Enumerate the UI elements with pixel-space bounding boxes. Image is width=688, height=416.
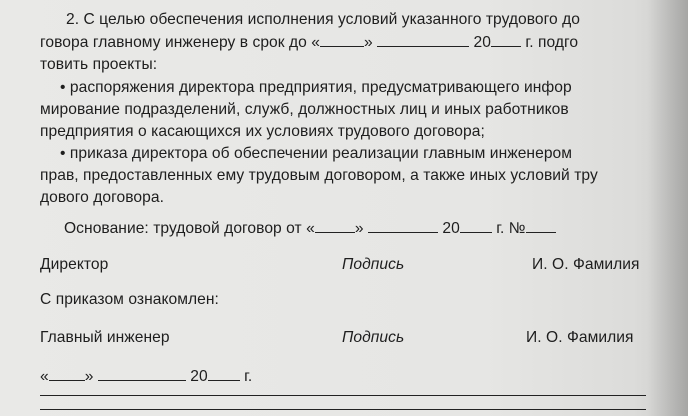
clause-line-9: дового договора. (40, 189, 164, 206)
director-title: Директор (40, 256, 109, 273)
basis-year-blank (460, 218, 492, 233)
clause-line-2-text: говора главному инженеру в срок до « (40, 34, 321, 51)
acquainted-label: С приказом ознакомлен: (40, 291, 219, 308)
basis-quote-close: » (354, 220, 364, 237)
date-suffix: г. (244, 368, 253, 385)
clause-line-2-end: г. подго (525, 34, 579, 51)
clause-line-3: товить проекты: (40, 56, 158, 73)
bottom-rule-2 (40, 409, 646, 410)
clause-line-8: прав, предоставленных ему трудовым договором, а также иных условий тру (40, 167, 598, 184)
bottom-rule-1 (40, 395, 646, 396)
basis-number-blank (526, 218, 556, 233)
clause-line-7: • приказа директора об обеспечении реализации главным инженером (60, 145, 573, 162)
engineer-signature: Подпись (342, 329, 405, 346)
director-signature: Подпись (342, 256, 405, 273)
clause-line-4: • распоряжения директора предприятия, предусматривающего инфор (60, 79, 572, 96)
basis-month-blank (368, 218, 438, 233)
clause-line-1: 2. С целью обеспечения исполнения условий указанного трудового до (66, 11, 581, 28)
basis-line (64, 218, 556, 240)
engineer-title: Главный инженер (40, 329, 170, 346)
deadline-day-blank (320, 32, 364, 47)
clause-line-6: предприятия о касающихся их условиях трудового договора; (40, 123, 485, 140)
basis-text: Основание: трудовой договор от « (64, 220, 315, 237)
date-year-prefix: 20 (190, 368, 208, 385)
deadline-month-blank (377, 32, 469, 47)
clause-line-2 (40, 32, 578, 54)
quote-close: » (364, 34, 373, 51)
date-line (40, 366, 252, 388)
basis-year-prefix: 20 (442, 220, 460, 237)
page-edge-shadow (648, 0, 688, 416)
deadline-year-blank (491, 32, 521, 47)
date-quote-close: » (84, 368, 94, 385)
engineer-name: И. О. Фамилия (526, 329, 634, 346)
basis-day-blank (315, 218, 355, 233)
clause-line-5: мирование подразделений, служб, должностных лиц и иных работников (40, 101, 569, 118)
date-month-blank (98, 366, 186, 381)
director-name: И. О. Фамилия (532, 256, 640, 273)
date-quote-open: « (40, 368, 49, 385)
basis-number-label: г. № (496, 220, 526, 237)
deadline-year-prefix: 20 (473, 34, 491, 51)
date-year-blank (208, 366, 240, 381)
date-day-blank (49, 366, 85, 381)
